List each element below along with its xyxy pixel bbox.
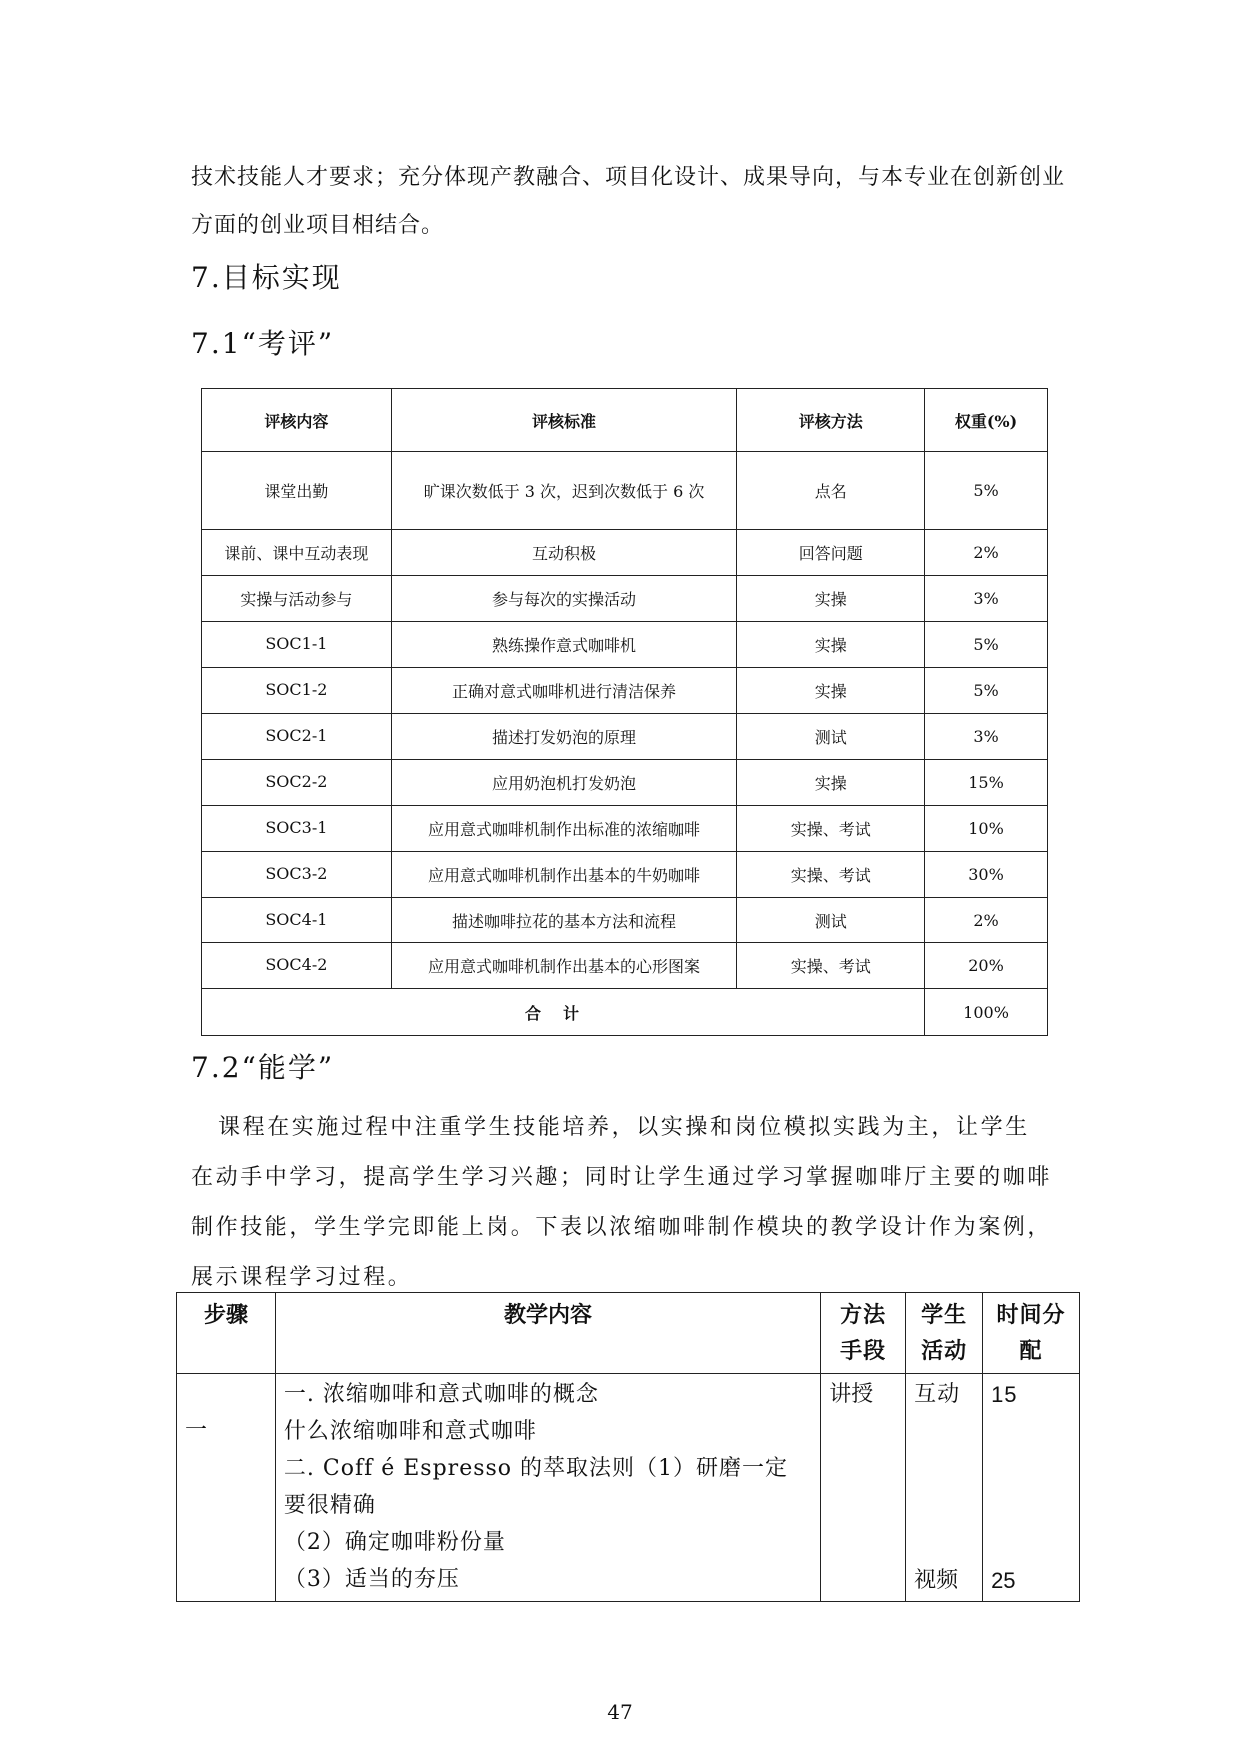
teaching-content-cell [275, 1374, 820, 1602]
activity-cell [906, 1374, 983, 1602]
activity-value-2: 视频 [914, 1568, 959, 1593]
header-method: 评核方法 [737, 389, 925, 452]
header-method-line-2: 手段 [840, 1338, 887, 1364]
row-method: 测试 [737, 898, 925, 943]
header-time-line-1: 时间分 [996, 1302, 1066, 1328]
header-content-label: 教学内容 [504, 1302, 593, 1328]
table-row [202, 452, 1048, 530]
row-weight: 5% [925, 622, 1048, 668]
row-method: 实操 [737, 760, 925, 806]
row-content: SOC4-2 [202, 943, 392, 989]
section-7-1-heading: 7.1“考评” [191, 327, 335, 360]
teaching-design-table [176, 1292, 1080, 1602]
row-standard: 正确对意式咖啡机进行清洁保养 [391, 668, 737, 714]
header-teaching-content [275, 1293, 820, 1374]
total-row [202, 989, 1048, 1036]
row-standard: 旷课次数低于 3 次，迟到次数低于 6 次 [391, 452, 737, 530]
row-weight: 3% [925, 576, 1048, 622]
row-weight: 15% [925, 760, 1048, 806]
row-content: 课前、课中互动表现 [202, 530, 392, 576]
section-7-2-heading: 7.2“能学” [191, 1051, 335, 1084]
row-weight: 5% [925, 668, 1048, 714]
header-method [821, 1293, 906, 1374]
content-line: 二. Coff é Espresso 的萃取法则（1）研磨一定 [283, 1456, 789, 1481]
header-weight: 权重(%) [925, 389, 1048, 452]
table-row [202, 576, 1048, 622]
activity-value-1: 互动 [914, 1382, 961, 1407]
total-value: 100% [925, 989, 1048, 1036]
row-content: SOC2-2 [202, 760, 392, 806]
row-standard: 描述打发奶泡的原理 [391, 714, 737, 760]
content-line: （3）适当的夯压 [283, 1567, 460, 1592]
table-row [202, 714, 1048, 760]
content-line: 一. 浓缩咖啡和意式咖啡的概念 [283, 1382, 599, 1407]
row-method: 实操、考试 [737, 852, 925, 898]
table-row [202, 622, 1048, 668]
total-label: 合计 [202, 989, 925, 1036]
intro-line-1: 技术技能人才要求；充分体现产教融合、项目化设计、成果导向，与本专业在创新创业 [191, 165, 1066, 190]
step-number: 一 [185, 1418, 208, 1443]
row-method: 回答问题 [737, 530, 925, 576]
header-time-line-2: 配 [1019, 1338, 1043, 1364]
table-row [202, 530, 1048, 576]
body72-line-3: 制作技能，学生学完即能上岗。下表以浓缩咖啡制作模块的教学设计作为案例， [191, 1215, 1053, 1240]
page-number: 47 [607, 1700, 633, 1724]
table-row [202, 898, 1048, 943]
row-content: SOC3-1 [202, 806, 392, 852]
time-cell [983, 1374, 1080, 1602]
table-row [202, 760, 1048, 806]
header-activity [906, 1293, 983, 1374]
content-line: 要很精确 [283, 1493, 376, 1518]
row-standard: 互动积极 [391, 530, 737, 576]
row-standard: 应用奶泡机打发奶泡 [391, 760, 737, 806]
method-cell [821, 1374, 906, 1602]
row-weight: 3% [925, 714, 1048, 760]
table-row [202, 668, 1048, 714]
row-method: 实操、考试 [737, 943, 925, 989]
header-standard: 评核标准 [391, 389, 737, 452]
row-weight: 5% [925, 452, 1048, 530]
row-content: SOC3-2 [202, 852, 392, 898]
body72-line-4: 展示课程学习过程。 [191, 1265, 413, 1290]
method-value: 讲授 [829, 1382, 874, 1407]
header-content: 评核内容 [202, 389, 392, 452]
row-standard: 应用意式咖啡机制作出标准的浓缩咖啡 [391, 806, 737, 852]
table-row [177, 1374, 1080, 1602]
row-standard: 描述咖啡拉花的基本方法和流程 [391, 898, 737, 943]
row-content: 实操与活动参与 [202, 576, 392, 622]
row-weight: 20% [925, 943, 1048, 989]
header-step-label: 步骤 [203, 1302, 248, 1328]
teaching-header-row [177, 1293, 1080, 1374]
row-weight: 2% [925, 898, 1048, 943]
header-activity-line-2: 活动 [921, 1338, 968, 1364]
row-content: SOC2-1 [202, 714, 392, 760]
body72-line-1: 课程在实施过程中注重学生技能培养，以实操和岗位模拟实践为主，让学生 [218, 1115, 1030, 1140]
row-weight: 30% [925, 852, 1048, 898]
table-row [202, 806, 1048, 852]
section-7-heading: 7.目标实现 [191, 261, 342, 294]
time-value-2: 25 [991, 1568, 1016, 1593]
row-method: 实操 [737, 622, 925, 668]
content-line: （2）确定咖啡粉份量 [283, 1530, 506, 1555]
assessment-table [201, 388, 1048, 1036]
intro-line-2: 方面的创业项目相结合。 [191, 213, 445, 238]
table-row [202, 852, 1048, 898]
row-weight: 10% [925, 806, 1048, 852]
row-weight: 2% [925, 530, 1048, 576]
step-cell [177, 1374, 276, 1602]
content-line: 什么浓缩咖啡和意式咖啡 [283, 1419, 537, 1444]
header-step [177, 1293, 276, 1374]
row-method: 实操 [737, 576, 925, 622]
header-method-line-1: 方法 [840, 1302, 887, 1328]
assessment-header-row [202, 389, 1048, 452]
row-method: 点名 [737, 452, 925, 530]
row-standard: 熟练操作意式咖啡机 [391, 622, 737, 668]
time-value-1: 15 [991, 1382, 1018, 1407]
row-method: 测试 [737, 714, 925, 760]
header-time [983, 1293, 1080, 1374]
row-standard: 应用意式咖啡机制作出基本的牛奶咖啡 [391, 852, 737, 898]
row-content: 课堂出勤 [202, 452, 392, 530]
header-activity-line-1: 学生 [921, 1302, 968, 1328]
row-method: 实操、考试 [737, 806, 925, 852]
row-method: 实操 [737, 668, 925, 714]
body72-line-2: 在动手中学习，提高学生学习兴趣；同时让学生通过学习掌握咖啡厅主要的咖啡 [191, 1165, 1053, 1190]
table-row [202, 943, 1048, 989]
row-content: SOC4-1 [202, 898, 392, 943]
row-standard: 应用意式咖啡机制作出基本的心形图案 [391, 943, 737, 989]
row-content: SOC1-2 [202, 668, 392, 714]
row-standard: 参与每次的实操活动 [391, 576, 737, 622]
row-content: SOC1-1 [202, 622, 392, 668]
